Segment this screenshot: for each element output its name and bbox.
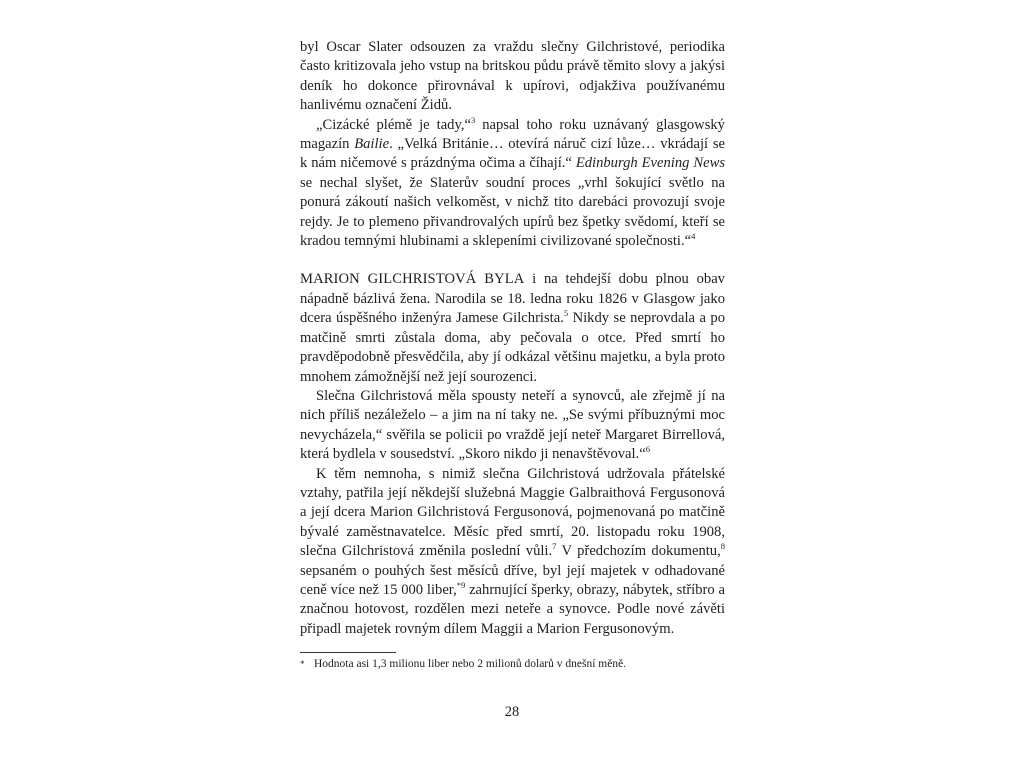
p5-text-c: sepsaném o pouhých šest měsíců dříve, byl její majetek v odhadované ceně více než 15 000 liber, — [300, 562, 725, 598]
paragraph-3 — [300, 270, 725, 386]
p4-text-a: Slečna Gilchristová měla spousty neteří a synovců, ale zřejmě jí na nich příliš nezáleželo – a jim na ní taky ne. „Se svými příbuznými moc nevycházela,“ svěřila se policii po vraždě její neteř Margaret Birrellová, která bydlela v sousedství. „Skoro nikdo ji nenavštěvoval.“ — [300, 387, 725, 463]
paragraph-5 — [300, 465, 725, 640]
p2-text-b: napsal toho roku uznávaný glasgowský magazín — [300, 116, 725, 153]
newspaper-title: Edinburgh Evening News — [575, 155, 726, 172]
footnote-ref-7: 7 — [552, 541, 557, 552]
footnote-ref-9: *9 — [456, 580, 466, 591]
page-body — [300, 38, 725, 639]
footnote-text: Hodnota asi 1,3 milionu liber nebo 2 milionů dolarů v dnešní měně. — [314, 658, 627, 670]
p5-text-b: V předchozím dokumentu, — [556, 543, 721, 560]
p5-text-d: zahrnující šperky, obrazy, nábytek, stříbro a značnou hotovost, rozdělen mezi neteře a synovce. Podle nové závěti připadl majetek rovným dílem Maggii a Marion Fergusonovým. — [300, 581, 725, 637]
footnote-divider — [300, 652, 396, 653]
footnote-ref-5: 5 — [563, 308, 569, 319]
p2-text-d: se nechal slyšet, že Slaterův soudní proces „vrhl šokující světlo na ponurá zákoutí našich velkoměst, v nichž tito darebáci provozují svoje rejdy. Je to plemeno přivandrovalých upírů bez špetky svědomí, kteří se kradou temnými hlubinami a sklepeními civilizované společnosti.“ — [300, 174, 725, 250]
footnote-ref-6: 6 — [645, 444, 650, 455]
section-break — [300, 251, 725, 270]
footnote-ref-8: 8 — [720, 541, 725, 552]
footnote — [300, 657, 725, 672]
paragraph-4 — [300, 387, 725, 465]
footnote-ref-3: 3 — [470, 114, 476, 125]
page-number: 28 — [504, 704, 520, 720]
p5-text-a: K těm nemnoha, s nimiž slečna Gilchristová udržovala přátelské vztahy, patřila její někdejší služebná Maggie Galbraithová Fergusonová a její dcera Marion Gilchristová Fergusonová, pojmenovaná po matčině bývalé zaměstnavatelce. Měsíc před smrtí, 20. listopadu roku 1908, slečna Gilchristová změnila poslední vůli. — [300, 465, 725, 560]
p2-text-c: . „Velká Británie… otevírá náruč cizí lůze… vkrádají se k nám ničemové s prázdnýma očima a číhají.“ — [300, 136, 725, 172]
footnote-ref-4: 4 — [691, 231, 696, 242]
magazine-title: Bailie — [354, 136, 390, 153]
p3-text-b: Nikdy se neprovdala a po matčině smrti zůstala doma, aby pečovala o otce. Před smrtí ho pravděpodobně přesvědčila, aby jí odkázal většinu majetku, a byla proto mnohem zámožnější než její sourozenci. — [300, 310, 725, 385]
paragraph-2 — [300, 116, 725, 252]
section-lead-in: MARION GILCHRISTOVÁ BYLA — [300, 271, 525, 288]
paragraph-1: byl Oscar Slater odsouzen za vraždu slečny Gilchristové, periodika často kritizovala jeho vstup na britskou půdu právě těmito slovy a jakýsi deník ho dokonce přirovnával k upírovi, odjakživa používanému hanlivému označení Židů. — [300, 39, 725, 114]
p2-text-a: „Cizácké plémě je tady,“ — [316, 116, 471, 133]
p3-text-a: i na tehdejší dobu plnou obav nápadně bázlivá žena. Narodila se 18. ledna roku 1826 v Glasgow jako dcera úspěšného inženýra Jamese Gilchrista. — [300, 271, 725, 327]
footnote-mark: * — [300, 659, 305, 669]
